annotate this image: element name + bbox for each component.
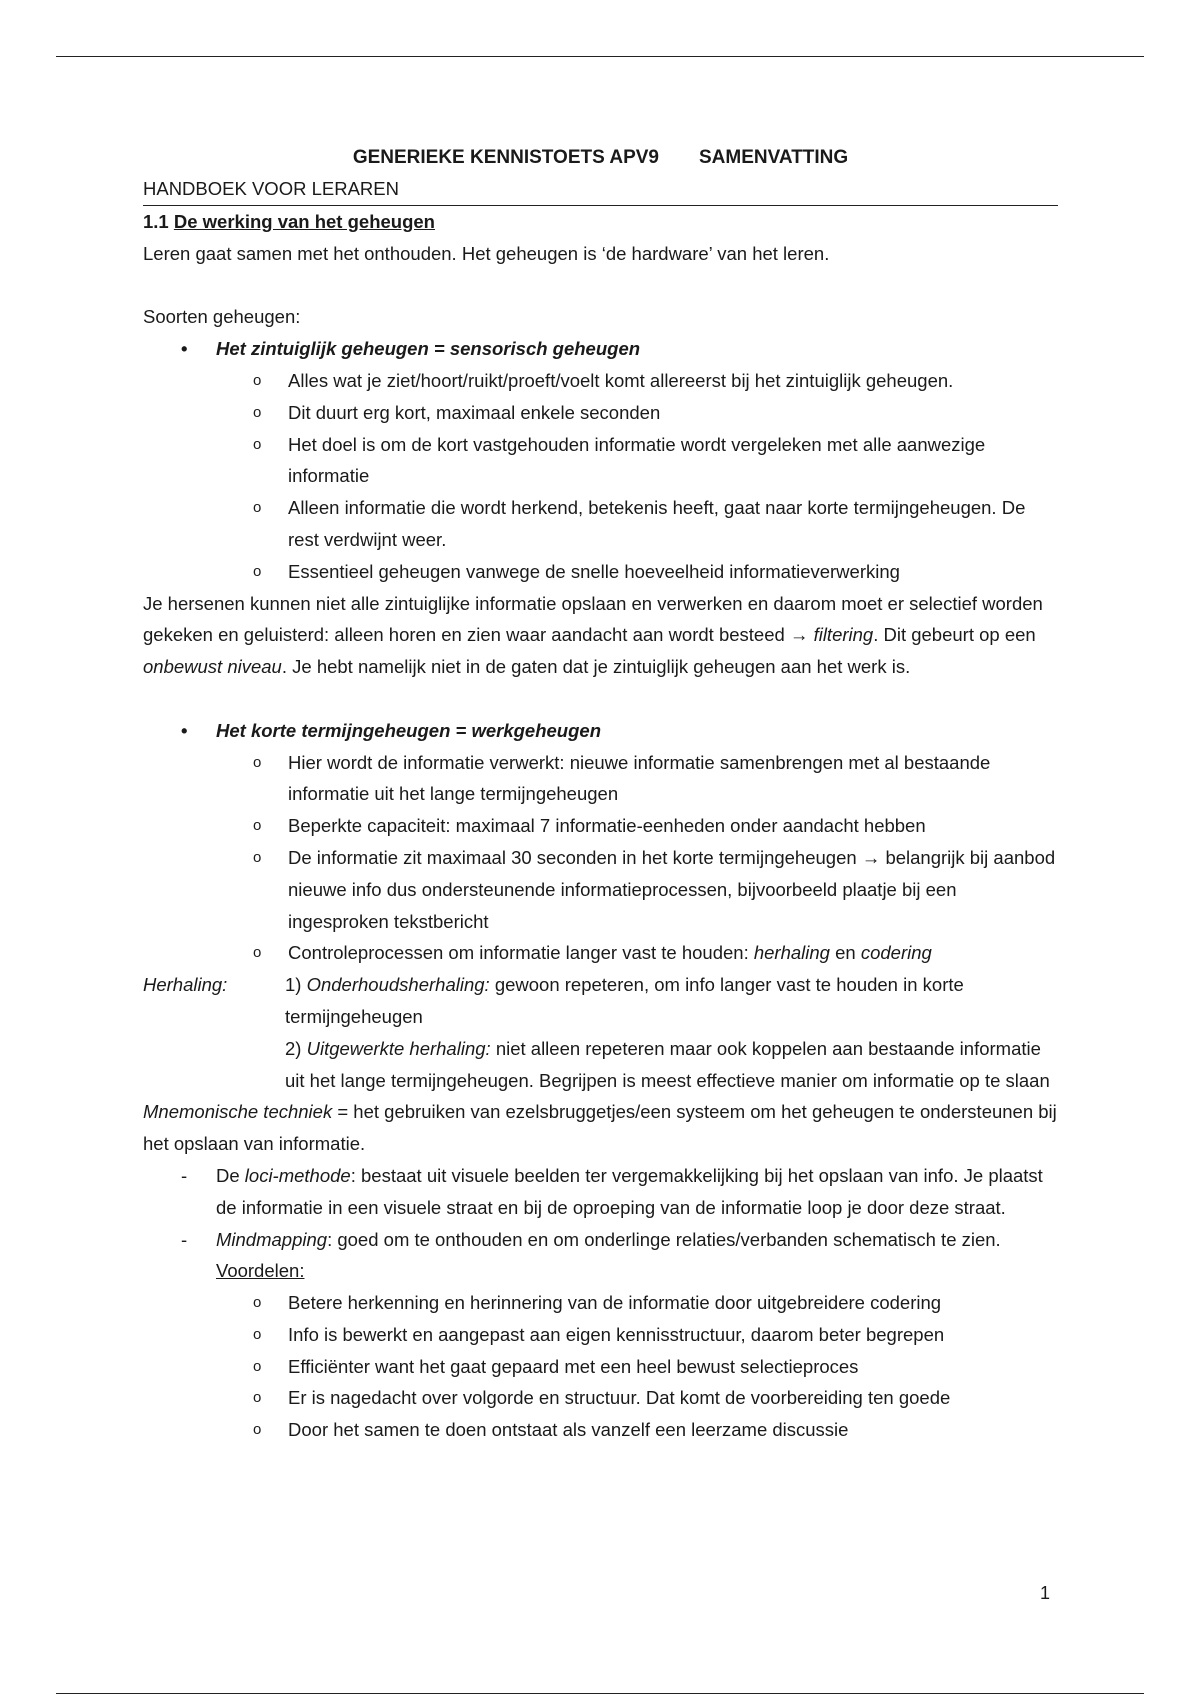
circle-bullet-icon: o [253, 403, 262, 421]
circle-bullet-icon: o [253, 371, 262, 389]
advantages-label: Voordelen: [216, 1260, 305, 1282]
intro-paragraph: Leren gaat samen met het onthouden. Het geheugen is ‘de hardware’ van het leren. [143, 242, 830, 264]
circle-bullet-icon: o [253, 817, 262, 835]
title-right: SAMENVATTING [699, 147, 849, 168]
document-subtitle: HANDBOEK VOOR LERAREN [143, 174, 1058, 206]
mnemonic-paragraph: Mnemonische techniek = het gebruiken van ezelsbruggetjes/een systeem om het geheugen te ondersteunen bij het opslaan van informatie. [143, 1101, 1057, 1155]
sensory-item: o Alles wat je ziet/hoort/ruikt/proeft/voelt komt allereerst bij het zintuiglijk geheugen. [143, 365, 1058, 397]
bullet-dot-icon: • [181, 719, 188, 741]
herhaling-item-2: 2) Uitgewerkte herhaling: niet alleen repeteren maar ook koppelen aan bestaande informatie uit het lange termijngeheugen. Begrijpen is meest effectieve manier om informatie op te slaan [285, 1037, 1050, 1091]
dash-bullet-icon: - [181, 1164, 188, 1186]
loci-item: - De loci-methode: bestaat uit visuele beelden ter vergemakkelijking bij het opslaan van info. Je plaatst de informatie in een visuele straat en bij de oproeping van de informatie loop je door deze straat. [143, 1160, 1058, 1224]
advantage-item: o Er is nagedacht over volgorde en structuur. Dat komt de voorbereiding ten goede [143, 1382, 1058, 1414]
circle-bullet-icon: o [253, 1421, 262, 1439]
herhaling-block [143, 969, 1058, 1096]
circle-bullet-icon: o [253, 499, 262, 517]
circle-bullet-icon: o [253, 435, 262, 453]
bottom-rule [56, 1693, 1144, 1694]
section-heading [143, 206, 1058, 238]
types-label: Soorten geheugen: [143, 306, 301, 328]
bullet-sensory: • Het zintuiglijk geheugen = sensorisch geheugen [143, 333, 1058, 365]
circle-bullet-icon: o [253, 848, 262, 866]
circle-bullet-icon: o [253, 1294, 262, 1312]
sensory-item: o Essentieel geheugen vanwege de snelle hoeveelheid informatieverwerking [143, 556, 1058, 588]
advantage-item: o Door het samen te doen ontstaat als vanzelf een leerzame discussie [143, 1414, 1058, 1446]
herhaling-item-1: 1) Onderhoudsherhaling: gewoon repeteren, om info langer vast te houden in korte termijngeheugen [285, 974, 964, 1027]
filtering-paragraph: Je hersenen kunnen niet alle zintuiglijke informatie opslaan en verwerken en daarom moet er selectief worden gekeken en geluisterd: alleen horen en zien waar aandacht aan wordt besteed → filtering. Dit gebeurt op een onbewust niveau. Je hebt namelijk niet in de gaten dat je zintuiglijk geheugen aan het werk is. [143, 592, 1043, 678]
circle-bullet-icon: o [253, 1325, 262, 1343]
circle-bullet-icon: o [253, 944, 262, 962]
document-page [143, 142, 1058, 1446]
advantage-item: o Betere herkenning en herinnering van de informatie door uitgebreidere codering [143, 1287, 1058, 1319]
herhaling-label: Herhaling: [143, 974, 228, 996]
dash-bullet-icon: - [181, 1228, 188, 1250]
circle-bullet-icon: o [253, 753, 262, 771]
circle-bullet-icon: o [253, 1389, 262, 1407]
advantage-item: o Info is bewerkt en aangepast aan eigen kennisstructuur, daarom beter begrepen [143, 1319, 1058, 1351]
sensory-item: o Alleen informatie die wordt herkend, betekenis heeft, gaat naar korte termijngeheugen. De rest verdwijnt weer. [143, 492, 1058, 556]
circle-bullet-icon: o [253, 1357, 262, 1375]
top-rule [56, 56, 1144, 57]
mindmapping-item: - Mindmapping: goed om te onthouden en om onderlinge relaties/verbanden schematisch te zien. Voordelen: [143, 1224, 1058, 1288]
circle-bullet-icon: o [253, 562, 262, 580]
advantage-item: o Efficiënter want het gaat gepaard met een heel bewust selectieproces [143, 1351, 1058, 1383]
page-number: 1 [1040, 1583, 1051, 1603]
bullet-dot-icon: • [181, 338, 188, 360]
sensory-item: o Dit duurt erg kort, maximaal enkele seconden [143, 397, 1058, 429]
section-title: De werking van het geheugen [173, 211, 435, 232]
short-term-item: o Hier wordt de informatie verwerkt: nieuwe informatie samenbrengen met al bestaande informatie uit het lange termijngeheugen [143, 747, 1058, 811]
sensory-item: o Het doel is om de kort vastgehouden informatie wordt vergeleken met alle aanwezige informatie [143, 429, 1058, 493]
title-left: GENERIEKE KENNISTOETS APV9 [352, 147, 659, 168]
short-term-item: o Controleprocessen om informatie langer vast te houden: herhaling en codering [143, 937, 1058, 969]
short-term-item: o De informatie zit maximaal 30 seconden in het korte termijngeheugen → belangrijk bij aanbod nieuwe info dus ondersteunende informatieprocessen, bijvoorbeeld plaatje bij een ingesproken tekstbericht [143, 842, 1058, 937]
bullet-short-term: • Het korte termijngeheugen = werkgeheugen [143, 715, 1058, 747]
short-term-item: o Beperkte capaciteit: maximaal 7 informatie-eenheden onder aandacht hebben [143, 810, 1058, 842]
section-number: 1.1 [143, 211, 169, 232]
document-title [143, 142, 1058, 174]
